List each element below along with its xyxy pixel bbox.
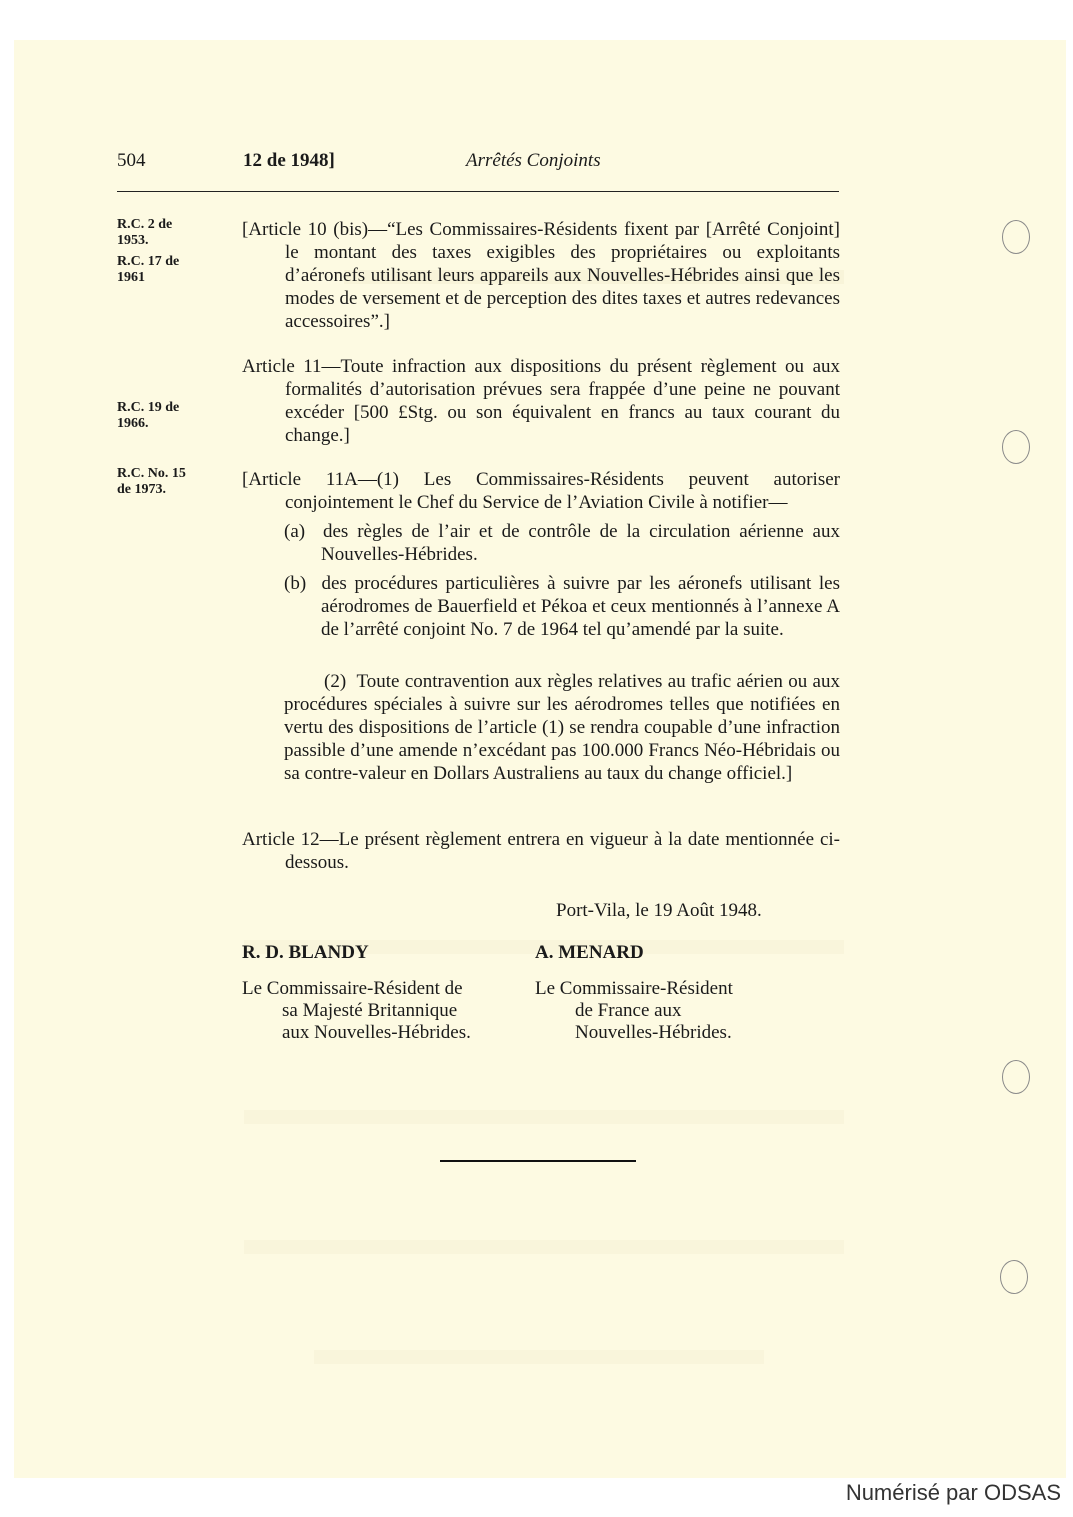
article-11a-para-2: (2) Toute contravention aux règles relatives au trafic aérien ou aux procédures spéciales à suivre sur les aérodromes telles que notifiées en vertu des dispositions de l’article (1) se rendra coupable d’une infraction passible d’une amende n’excédant pas 100.000 Francs Néo-Hébridais ou sa contre-valeur en Dollars Australiens au taux du change officiel.] xyxy=(284,671,840,784)
margin-note-line: R.C. 19 de xyxy=(117,400,180,415)
punch-hole-icon xyxy=(1002,220,1030,254)
article-10-bis: [Article 10 (bis)—“Les Commissaires-Résidents fixent par [Arrêté Conjoint] le montant des taxes exigibles des propriétaires ou exploitants d’aéronefs utilisant leurs appareils aux Nouvelles-Hébrides ainsi que les modes de versement et de perception des dites taxes et autres redevances accessoires”.] xyxy=(242,219,840,332)
article-11: Article 11—Toute infraction aux dispositions du présent règlement ou aux formalités d’autorisation prévues sera frappée d’une peine ne pouvant excéder [500 £Stg. ou son équivalent en francs au taux courant du change.] xyxy=(242,356,840,446)
article-12: Article 12—Le présent règlement entrera en vigueur à la date mentionnée ci-dessous. xyxy=(242,829,840,873)
margin-note-line: 1961 xyxy=(117,270,145,285)
margin-note-line: 1953. xyxy=(117,233,149,248)
page-number: 504 xyxy=(117,150,146,171)
signatory-title-line: Le Commissaire-Résident xyxy=(535,978,733,999)
margin-note-line: R.C. 17 de xyxy=(117,254,180,269)
header-reference: 12 de 1948] xyxy=(243,150,335,171)
article-11a-intro: [Article 11A—(1) Les Commissaires-Résidents peuvent autoriser conjointement le Chef du Service de l’Aviation Civile à notifier— xyxy=(242,469,840,513)
place-date: Port-Vila, le 19 Août 1948. xyxy=(556,900,762,921)
signatory-title-line: de France aux xyxy=(575,1000,682,1021)
bleed-through-text xyxy=(314,1350,764,1364)
digitized-stamp: Numérisé par ODSAS xyxy=(845,1480,1061,1505)
margin-note xyxy=(117,400,179,432)
signatory-title-line: Nouvelles-Hébrides. xyxy=(575,1022,732,1043)
header-title: Arrêtés Conjoints xyxy=(466,150,601,171)
margin-note-line: 1966. xyxy=(117,416,149,431)
margin-note xyxy=(117,217,172,249)
margin-note-line: R.C. 2 de xyxy=(117,217,173,232)
margin-note xyxy=(117,254,179,286)
signatory-name: R. D. BLANDY xyxy=(242,942,369,963)
margin-note xyxy=(117,466,186,498)
signatory-name: A. MENARD xyxy=(535,942,644,963)
header-rule xyxy=(117,191,839,192)
signatory-title-line: Le Commissaire-Résident de xyxy=(242,978,463,999)
margin-note-line: R.C. No. 15 xyxy=(117,466,186,481)
punch-hole-icon xyxy=(1002,1060,1030,1094)
bleed-through-text xyxy=(244,1240,844,1254)
end-rule xyxy=(440,1160,636,1162)
signatory-title-line: sa Majesté Britannique xyxy=(282,1000,458,1021)
article-11a-item-b: (b) des procédures particulières à suivre par les aéronefs utilisant les aérodromes de Bauerfield et Pékoa et ceux mentionnés à l’annexe A de l’arrêté conjoint No. 7 de 1964 tel qu’amendé par la suite. xyxy=(284,573,840,640)
bleed-through-text xyxy=(244,1110,844,1124)
signatory-title-line: aux Nouvelles-Hébrides. xyxy=(282,1022,471,1043)
punch-hole-icon xyxy=(1002,430,1030,464)
punch-hole-icon xyxy=(1000,1260,1028,1294)
margin-note-line: de 1973. xyxy=(117,482,166,497)
article-11a-item-a: (a) des règles de l’air et de contrôle de la circulation aérienne aux Nouvelles-Hébrides. xyxy=(284,521,840,565)
